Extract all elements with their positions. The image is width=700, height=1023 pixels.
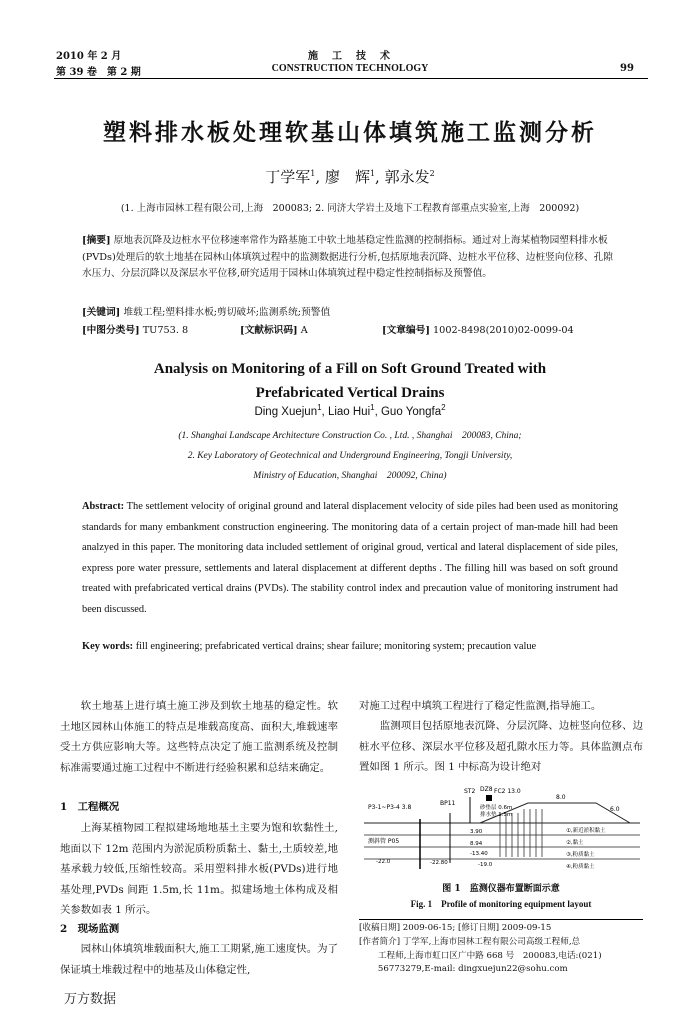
abstract-en [82, 497, 618, 620]
author-sup: 1 [369, 169, 376, 178]
label-drain-cushion: 排水垫 1.5m [480, 812, 513, 818]
label-depth-5: -22.0 [376, 859, 391, 865]
keywords-en [82, 637, 618, 658]
page-number: 99 [620, 63, 634, 74]
abstract-cn [82, 233, 622, 283]
affiliation-cn: (1. 上海市园林工程有限公司,上海 200083; 2. 同济大学岩土及地下工程教育部重点实验室,上海 200092) [120, 203, 580, 214]
label-elev-6: 6.0 [610, 806, 620, 813]
affiliation-en-line: Ministry of Education, Shanghai 200092, China) [253, 471, 447, 481]
title-en-line1: Analysis on Monitoring of a Fill on Soft Ground Treated with [153, 361, 547, 377]
keywords-cn-text: 堆载工程;塑料排水板;剪切破坏;监测系统;预警值 [123, 307, 331, 318]
section2-heading: 2 现场监测 [60, 923, 120, 935]
keywords-cn [82, 305, 622, 322]
author-name-en: Ding Xuejun [254, 405, 318, 418]
settlement-plate-marker [486, 795, 492, 801]
issue-date: 2010 年 2 月 [56, 51, 122, 62]
article-number-value: 1002-8498(2010)02-0099-04 [433, 325, 574, 336]
label-depth-4: -19.0 [478, 862, 493, 868]
abstract-cn-text: 原地表沉降及边桩水平位移速率常作为路基施工中软土地基稳定性监测的控制指标。通过对上海某植物园塑料排水板(PVDs)处理后的软土地基在园林山体填筑过程中的监测数据进行分析,包括原地表沉降、边桩水平位移、边桩竖向位移、孔隙水压力、分层沉降以及深层水平位移,研究适用于园林山体填筑过程中稳定性控制指标及预警值。 [82, 235, 613, 279]
doc-code-label: [文献标识码] [240, 325, 298, 336]
label-layer2: ②,黏土 [566, 840, 584, 846]
clc-field [82, 322, 188, 336]
author-sup-en: 1 [370, 403, 375, 412]
author-name-en: Liao Hui [327, 405, 371, 418]
label-depth-3: -13.40 [470, 851, 488, 857]
author-name: 廖 辉 [324, 168, 370, 186]
author-sup-en: 2 [441, 403, 446, 412]
authors-en: Ding Xuejun$^1$, Liao Hui$^1$, Guo Yongfa$^2$ [254, 403, 446, 418]
label-st2: ST2 [464, 788, 476, 795]
label-depth-6: -22.80 [430, 860, 448, 866]
figure-caption-cn: 图 1 监测仪器布置断面示意 [442, 884, 560, 894]
intro-paragraph: 软土地基上进行填土施工涉及到软土地基的稳定性。软土地区园林山体施工的特点是堆载高度高、面积大,堆载速率受土方供应影响大等。这些特点决定了施工监测系统及控制标准需要通过施工过程中不断进行经验积累和总结来确定。 [60, 700, 338, 774]
author-sup-en: 1 [317, 403, 322, 412]
section2-paragraph: 园林山体填筑堆载面积大,施工工期紧,施工速度快。为了保证填土堆载过程中的地基及山体稳定性, [60, 943, 338, 976]
title-en-line2: Prefabricated Vertical Drains [255, 385, 445, 401]
footnote-bio-line: [作者简介] 丁学军,上海市园林工程有限公司高级工程师,总 [359, 936, 581, 947]
doc-code-field [240, 322, 308, 336]
label-depth-2: 8.94 [470, 841, 483, 847]
doc-code-value: A [300, 325, 308, 336]
author-sup: 1 [310, 169, 316, 178]
abstract-cn-label: [摘要] [82, 235, 111, 246]
author-name-en: Guo Yongfa [380, 405, 442, 418]
keywords-cn-label: [关键词] [82, 307, 121, 318]
article-number-label: [文章编号] [382, 325, 430, 336]
footnote-bio-line: 56773279,E-mail: dingxuejun22@sohu.com [377, 964, 568, 975]
figure-caption-en: Fig. 1 Profile of monitoring equipment layout [410, 899, 592, 909]
label-dz8: DZ8 [480, 786, 493, 793]
journal-name-en: CONSTRUCTION TECHNOLOGY [271, 63, 429, 74]
label-elev-8: 8.0 [556, 794, 566, 801]
section1-heading: 1 工程概况 [60, 801, 120, 813]
section1-paragraph: 上海某植物园工程拟建场地地基土主要为饱和软黏性土,地面以下 12m 范围内为淤泥质粉质黏土、黏土,土质较差,地基承载力较低,压缩性较高。采用塑料排水板(PVDs)进行地基处理,PVDs 间距 1.5m,长 11m。拟建场地土体构成及相关参数如表 1 所示。 [60, 822, 338, 916]
label-layer1: ①,新近淤积黏土 [566, 828, 606, 834]
right-paragraph-2: 监测项目包括原地表沉降、分层沉降、边桩竖向位移、边桩水平位移、深层水平位移及超孔隙水压力等。具体监测点布置如图 1 所示。图 1 中标高为设计绝对 [359, 720, 643, 773]
paper-title-en [0, 357, 700, 405]
affiliation-en-line: (1. Shanghai Landscape Architecture Construction Co. , Ltd. , Shanghai 200083, China; [178, 431, 522, 441]
author-sup: 2 [429, 169, 435, 178]
header-rule [54, 78, 648, 79]
clc-value: TU753. 8 [142, 325, 189, 336]
label-depth-1: 3.90 [470, 829, 483, 835]
label-fc: FC2 13.0 [494, 788, 521, 795]
article-number-field [382, 322, 574, 336]
volume-issue: 第 39 卷 第 2 期 [56, 67, 141, 78]
affiliation-en-line: 2. Key Laboratory of Geotechnical and Underground Engineering, Tongji University, [187, 451, 513, 461]
figure-monitoring-layout [360, 783, 644, 879]
authors-cn: 丁学军$^1$, 廖 辉$^1$, 郭永发$^2$ [265, 168, 435, 186]
abstract-en-text: The settlement velocity of original ground and lateral displacement velocity of side piles had been used as monitoring standards for many embankment construction engineering. The monitoring data of a certain project of man-made hill had been analzyed in this paper. The monitoring data included settlement of original groud, vertical and lateral displacement of side piles, express pore water pressure, settlements and lateral displacement at different depths . The filling hill was based on soft ground treated with prefabricated vertical drains (PVDs). The stability control index and precaution value of monitoring instrument had been discussed. [82, 501, 618, 615]
watermark: 万方数据 [64, 992, 117, 1007]
author-name: 郭永发 [384, 168, 430, 186]
footnote-bio-line: 工程师,上海市虹口区广中路 668 号 200083,电话:(021) [377, 950, 602, 961]
footnote-rule [359, 919, 643, 920]
label-layer4: ④,粉质黏土 [566, 864, 595, 870]
label-layer3: ③,粉质黏土 [566, 852, 595, 858]
right-paragraph-1: 对施工过程中填筑工程进行了稳定性监测,指导施工。 [359, 700, 602, 712]
label-sand-cushion: 砂垫层 0.6m [480, 805, 513, 811]
clc-label: [中图分类号] [82, 325, 140, 336]
label-piles: P3-1~P3-4 3.8 [368, 804, 412, 811]
keywords-en-text: fill engineering; prefabricated vertical drains; shear failure; monitoring system; precaution value [135, 641, 537, 652]
footnote [359, 922, 649, 977]
journal-name-cn: 施 工 技 术 [308, 51, 392, 62]
footnote-dates: [收稿日期] 2009-06-15; [修订日期] 2009-09-15 [359, 923, 552, 933]
keywords-en-label: Key words: [82, 641, 134, 652]
paper-title-cn: 塑料排水板处理软基山体填筑施工监测分析 [103, 119, 597, 146]
abstract-en-label: Abstract: [82, 501, 125, 512]
label-bp11: BP11 [440, 800, 456, 807]
label-inclinometer: 测斜管 P05 [368, 838, 400, 845]
affiliation-en [60, 426, 640, 486]
author-name: 丁学军 [265, 168, 311, 186]
